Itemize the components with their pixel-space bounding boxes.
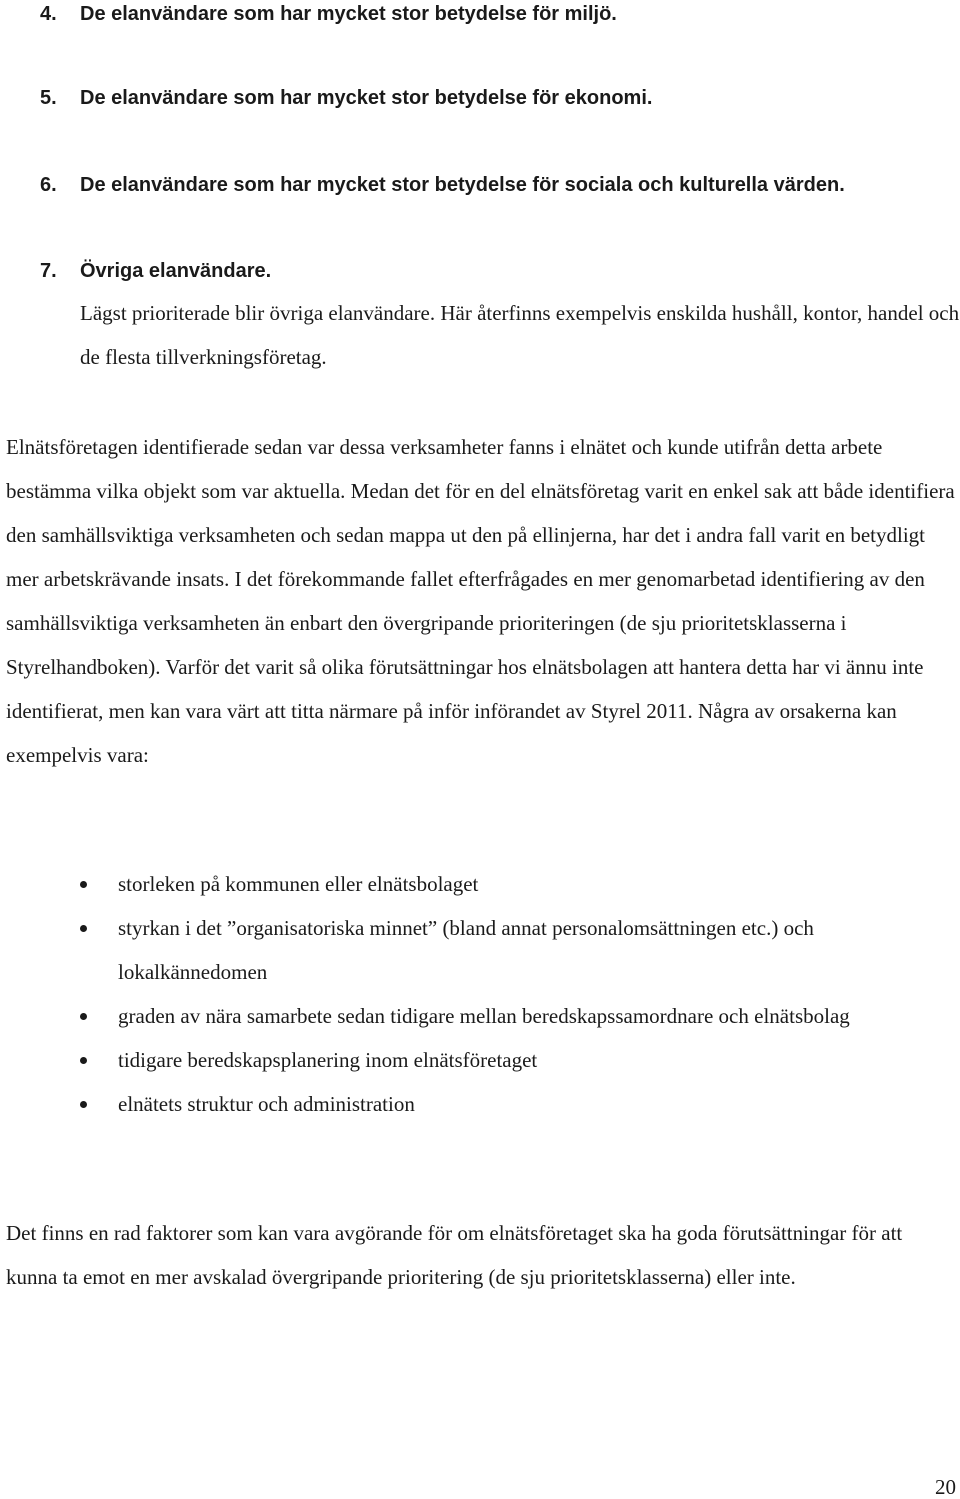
bullet-icon xyxy=(80,881,87,888)
item-heading: De elanvändare som har mycket stor betydelse för sociala och kulturella värden. xyxy=(80,174,845,196)
body-paragraph-1: Elnätsföretagen identifierade sedan var dessa verksamheter fanns i elnätet och kunde utifrån detta arbete bestämma vilka objekt som var aktuella. Medan det för en del elnätsföretag varit en enkel sak att både identifiera den samhällsviktiga verksamheten och sedan mappa ut den på ellinjerna, har det i andra fall varit en betydligt mer arbetskrävande insats. I det förekommande fallet efterfrågades en mer genomarbetad identifiering av den samhällsviktiga verksamheten än enbart den övergripande prioriteringen (de sju prioritetsklasserna i Styrelhandboken). Varför det varit så olika förutsättningar hos elnätsbolagen att hantera detta har vi ännu inte identifierat, men kan vara värt att titta närmare på inför införandet av Styrel 2011. Några av orsakerna kan exempelvis vara: xyxy=(6,435,955,767)
bullet-icon xyxy=(80,1101,87,1108)
item-heading: De elanvändare som har mycket stor betydelse för miljö. xyxy=(80,3,617,25)
item-7-description: Lägst prioriterade blir övriga elanvändare. Här återfinns exempelvis enskilda hushåll, kontor, handel och de flesta tillverkningsföretag. xyxy=(80,301,960,369)
bullet-icon xyxy=(80,925,87,932)
bullet-list xyxy=(0,862,960,1126)
list-item-text: elnätets struktur och administration xyxy=(118,1092,415,1116)
list-item xyxy=(0,906,960,994)
list-item xyxy=(0,1082,960,1126)
list-item-text: storleken på kommunen eller elnätsbolaget xyxy=(118,872,479,896)
item-number: 4. xyxy=(40,3,57,25)
item-number: 5. xyxy=(40,87,57,109)
bullet-icon xyxy=(80,1057,87,1064)
list-item xyxy=(0,1038,960,1082)
list-item xyxy=(0,862,960,906)
item-heading: De elanvändare som har mycket stor betydelse för ekonomi. xyxy=(80,87,653,109)
item-heading: Övriga elanvändare. xyxy=(80,260,272,282)
item-number: 7. xyxy=(40,260,57,282)
list-item-text: graden av nära samarbete sedan tidigare mellan beredskapssamordnare och elnätsbolag xyxy=(118,1004,850,1028)
list-item-text: tidigare beredskapsplanering inom elnätsföretaget xyxy=(118,1048,538,1072)
bullet-icon xyxy=(80,1013,87,1020)
page-number: 20 xyxy=(935,1475,956,1499)
list-item-text: styrkan i det ”organisatoriska minnet” (bland annat personalomsättningen etc.) och lokalkännedomen xyxy=(118,916,814,984)
list-item xyxy=(0,994,960,1038)
item-number: 6. xyxy=(40,174,57,196)
body-paragraph-2: Det finns en rad faktorer som kan vara avgörande för om elnätsföretaget ska ha goda förutsättningar för att kunna ta emot en mer avskalad övergripande prioritering (de sju prioritetsklasserna) eller inte. xyxy=(6,1221,903,1289)
